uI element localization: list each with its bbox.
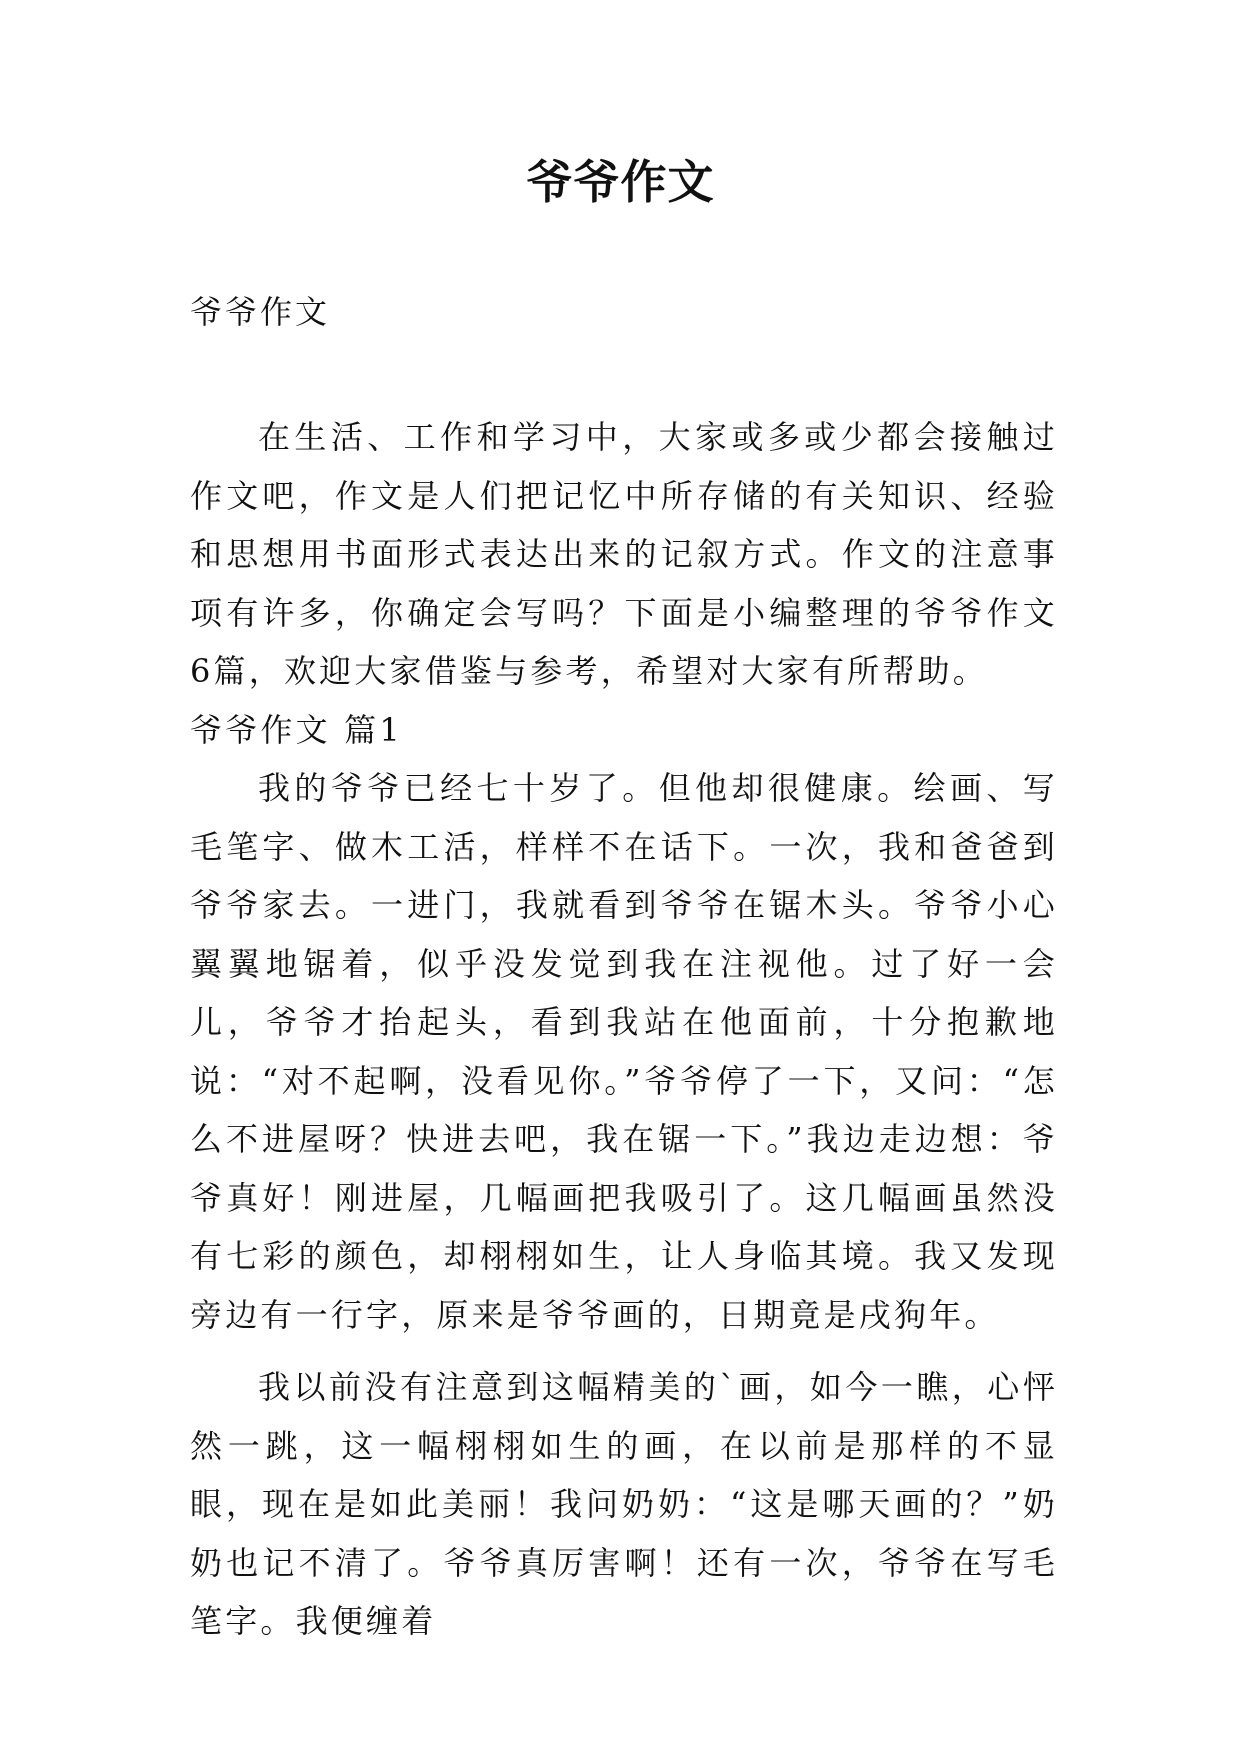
document-title: 爷爷作文 — [526, 155, 715, 209]
section-heading: 爷爷作文 篇1 — [190, 710, 403, 749]
body-paragraph-2: 我以前没有注意到这幅精美的`画，如今一瞧，心怦然一跳，这一幅栩栩如生的画，在以前是那样的不显眼，现在是如此美丽！我问奶奶：“这是哪天画的？”奶奶也记不清了。爷爷真厉害啊！还有一次，爷爷在写毛笔字。我便缠着 — [190, 1368, 1058, 1640]
document-subtitle: 爷爷作文 — [190, 293, 331, 331]
body-paragraph-1: 我的爷爷已经七十岁了。但他却很健康。绘画、写毛笔字、做木工活，样样不在话下。一次，我和爸爸到爷爷家去。一进门，我就看到爷爷在锯木头。爷爷小心翼翼地锯着，似乎没发觉到我在注视他。过了好一会儿，爷爷才抬起头，看到我站在他面前，十分抱歉地说：“对不起啊，没看见你。”爷爷停了一下，又问：“怎么不进屋呀？快进去吧，我在锯一下。”我边走边想：爷爷真好！刚进屋，几幅画把我吸引了。这几幅画虽然没有七彩的颜色，却栩栩如生，让人身临其境。我又发现旁边有一行字，原来是爷爷画的，日期竟是戌狗年。 — [190, 769, 1058, 1334]
document-body — [190, 408, 1058, 1651]
intro-paragraph: 在生活、工作和学习中，大家或多或少都会接触过作文吧，作文是人们把记忆中所存储的有关知识、经验和思想用书面形式表达出来的记叙方式。作文的注意事项有许多，你确定会写吗？下面是小编整理的爷爷作文6篇，欢迎大家借鉴与参考，希望对大家有所帮助。 — [190, 418, 1058, 690]
